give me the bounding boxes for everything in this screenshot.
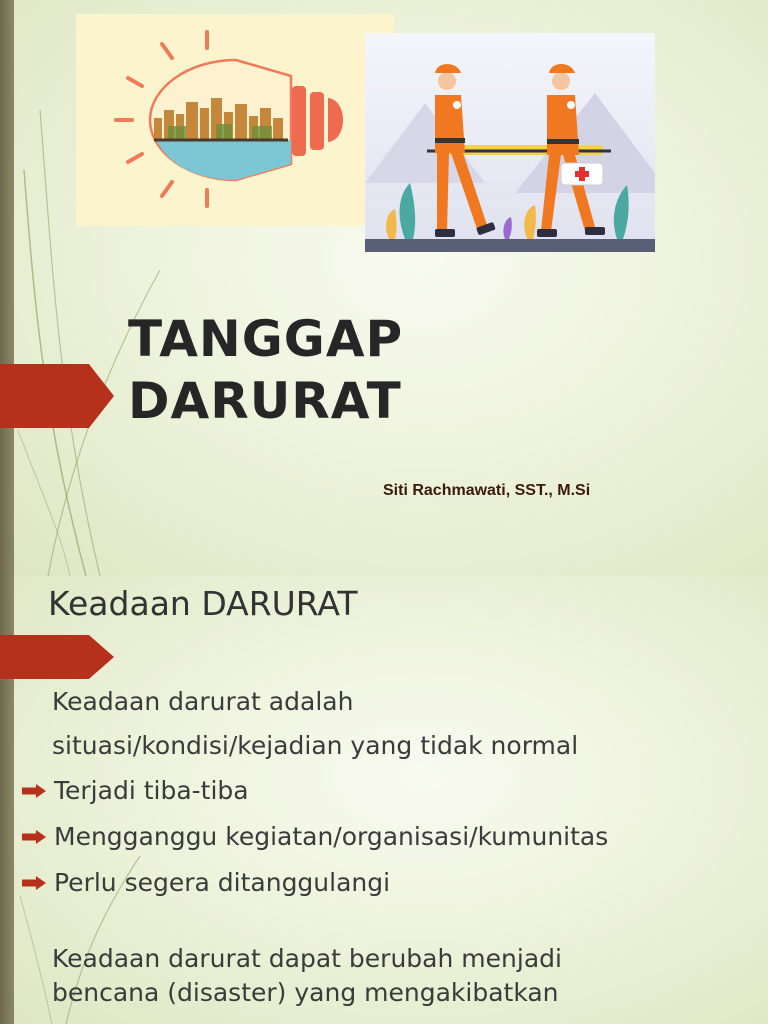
- definition-text: [0, 680, 768, 768]
- characteristics-list: [0, 768, 768, 906]
- bullet-text: Terjadi tiba-tiba: [54, 776, 249, 805]
- bullet-text: Perlu segera ditanggulangi: [54, 868, 391, 897]
- slide-sidebar: [0, 0, 14, 576]
- lightbulb-city-illustration: [76, 14, 394, 226]
- closing-line-1: Keadaan darurat dapat berubah menjadi: [52, 944, 562, 973]
- closing-text: [0, 942, 768, 1010]
- presentation-title: [128, 308, 588, 432]
- slide-heading: Keadaan DARURAT: [48, 584, 358, 623]
- list-item: [0, 814, 768, 860]
- list-item: [0, 768, 768, 814]
- title-line-2: DARURAT: [128, 372, 402, 430]
- title-line-1: TANGGAP: [128, 310, 404, 368]
- bullet-text: Mengganggu kegiatan/organisasi/kumunitas: [54, 822, 609, 851]
- arrow-bullet-icon: [22, 876, 46, 890]
- arrow-bullet-icon: [22, 784, 46, 798]
- title-accent-arrow: [0, 364, 114, 428]
- definition-line-2: situasi/kondisi/kejadian yang tidak normal: [52, 731, 579, 760]
- slide-body: [0, 680, 768, 1010]
- slide-keadaan-darurat: [0, 576, 768, 1024]
- arrow-bullet-icon: [22, 830, 46, 844]
- author-name: Siti Rachmawati, SST., M.Si: [383, 482, 591, 499]
- closing-line-2: bencana (disaster) yang mengakibatkan: [52, 978, 559, 1007]
- heading-accent-arrow: [0, 635, 114, 679]
- list-item: [0, 860, 768, 906]
- rescue-workers-stretcher-illustration: [365, 33, 655, 252]
- definition-line-1: Keadaan darurat adalah: [52, 687, 354, 716]
